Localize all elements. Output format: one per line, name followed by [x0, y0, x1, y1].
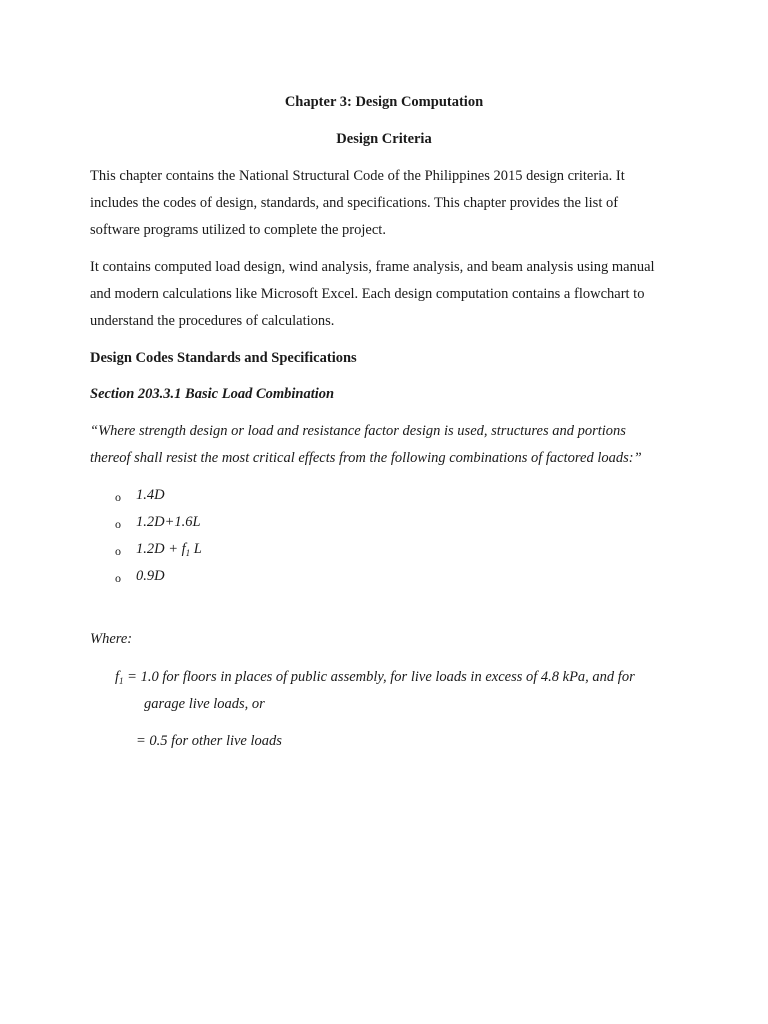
bullet-marker: o	[115, 490, 121, 504]
paragraph-line: This chapter contains the National Structural Code of the Philippines 2015 design criteria. It	[90, 168, 625, 184]
quote-line: “Where strength design or load and resistance factor design is used, structures and portions	[90, 423, 626, 439]
f1-definition-line: $f_1 = 1.0$ for floors in places of public assembly, for live loads in excess of 4.8 kPa, and for	[115, 669, 635, 686]
paragraph-line: understand the procedures of calculations.	[90, 313, 335, 329]
bullet-marker: o	[115, 571, 121, 585]
paragraph-line: includes the codes of design, standards, and specifications. This chapter provides the list of	[90, 195, 619, 211]
chapter-title: Chapter 3: Design Computation	[284, 94, 484, 110]
where-label: Where:	[90, 631, 133, 647]
load-combination-item: $1.2D + f_1$ L	[136, 541, 202, 558]
load-combination-item: 0.9D	[136, 568, 165, 584]
paragraph-line: and modern calculations like Microsoft Excel. Each design computation contains a flowchart to	[90, 286, 645, 302]
bullet-marker: o	[115, 544, 121, 558]
paragraph-line: software programs utilized to complete the project.	[90, 222, 386, 238]
load-combination-item: 1.2D+1.6L	[136, 514, 201, 530]
f1-alternate-definition: = 0.5 for other live loads	[136, 733, 282, 749]
section-title: Design Criteria	[336, 131, 432, 147]
load-combination-item: 1.4D	[136, 487, 165, 503]
quote-line: thereof shall resist the most critical effects from the following combinations of factored loads:”	[90, 450, 642, 466]
bullet-marker: o	[115, 517, 121, 531]
codes-heading: Design Codes Standards and Specifications	[90, 350, 357, 366]
subsection-heading: Section 203.3.1 Basic Load Combination	[90, 386, 335, 402]
paragraph-line: It contains computed load design, wind analysis, frame analysis, and beam analysis using manual	[90, 259, 655, 275]
f1-definition-line: garage live loads, or	[144, 696, 265, 712]
